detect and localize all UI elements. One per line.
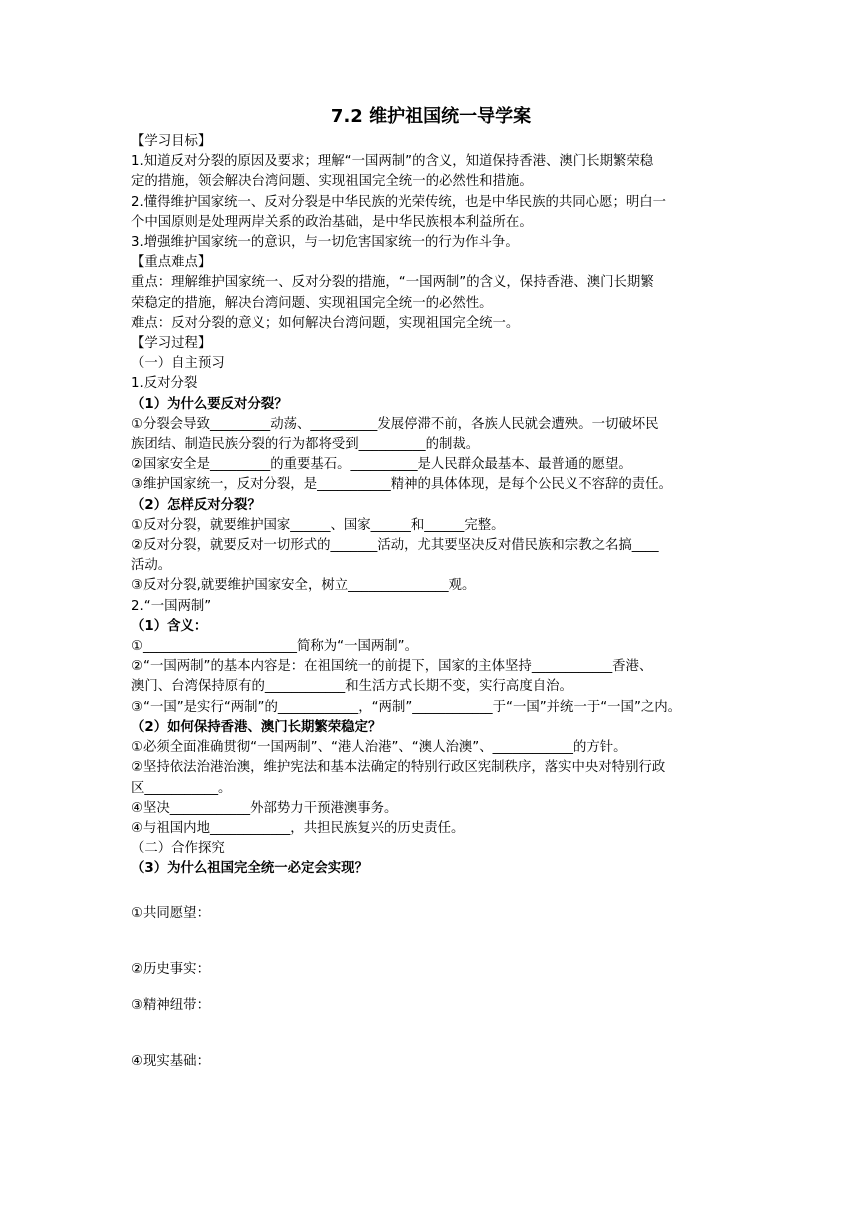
fill-blank-line: ②国家安全是_________的重要基石。__________是人民群众最基本、最普通的愿望。	[131, 457, 632, 473]
key-point-line-1: 重点：理解维护国家统一、反对分裂的措施，“一国两制”的含义，保持香港、澳门长期繁	[131, 275, 654, 291]
answer-prompt-common-wish: ①共同愿望：	[131, 905, 210, 921]
subsection-cooperative-inquiry: （二）合作探究	[131, 841, 225, 857]
question-why-unification: （3）为什么祖国完全统一必定会实现？	[131, 861, 368, 877]
fill-blank-line: ①分裂会导致_________动荡、__________发展停滞不前，各族人民就会遭殃。一切破坏民	[131, 416, 659, 432]
fill-blank-line: ①_______________________简称为“一国两制”。	[131, 639, 418, 655]
fill-blank-line: 澳门、台湾保持原有的____________和生活方式长期不变，实行高度自治。	[131, 679, 573, 695]
topic-oppose-split: 1.反对分裂	[131, 376, 198, 392]
question-why-oppose-split: （1）为什么要反对分裂？	[131, 396, 288, 412]
fill-blank-line: ②反对分裂，就要反对一切形式的_______活动，尤其要坚决反对借民族和宗教之名搞____	[131, 538, 659, 554]
fill-blank-line: ②“一国两制”的基本内容是：在祖国统一的前提下，国家的主体坚持____________香港、	[131, 659, 653, 675]
subsection-self-study: （一）自主预习	[131, 356, 225, 372]
fill-blank-line: ③维护国家统一，反对分裂，是___________精神的具体体现，是每个公民义不容辞的责任。	[131, 477, 672, 493]
fill-blank-line: 区___________。	[131, 780, 232, 796]
fill-blank-line: 活动。	[131, 558, 172, 574]
fill-blank-line: ④坚决____________外部势力干预港澳事务。	[131, 800, 398, 816]
topic-one-country-two-systems: 2.“一国两制”	[131, 598, 212, 614]
question-meaning: （1）含义：	[131, 618, 208, 634]
section-heading-key-points: 【重点难点】	[131, 255, 212, 271]
question-how-oppose-split: （2）怎样反对分裂？	[131, 497, 261, 513]
document-content	[131, 104, 731, 1072]
section-heading-objectives: 【学习目标】	[131, 134, 212, 149]
answer-prompt-historical-fact: ②历史事实：	[131, 961, 210, 977]
section-heading-process: 【学习过程】	[131, 336, 212, 352]
fill-blank-line: ②坚持依法治港治澳，维护宪法和基本法确定的特别行政区宪制秩序，落实中央对特别行政	[131, 760, 666, 776]
objective-1-line-1: 1.知道反对分裂的原因及要求；理解“一国两制”的含义，知道保持香港、澳门长期繁荣稳	[131, 154, 654, 170]
objective-2-line-1: 2.懂得维护国家统一、反对分裂是中华民族的光荣传统，也是中华民族的共同心愿；明白一	[131, 194, 667, 210]
answer-prompt-realistic-basis: ④现实基础：	[131, 1054, 210, 1070]
difficulty-line: 难点：反对分裂的意义；如何解决台湾问题，实现祖国完全统一。	[131, 315, 520, 331]
fill-blank-line: ④与祖国内地____________，共担民族复兴的历史责任。	[131, 820, 465, 836]
fill-blank-line: ①反对分裂，就要维护国家______、国家______和______完整。	[131, 517, 505, 533]
objective-3: 3.增强维护国家统一的意识，与一切危害国家统一的行为作斗争。	[131, 235, 519, 251]
fill-blank-line: ③反对分裂,就要维护国家安全，树立_______________观。	[131, 578, 476, 594]
objective-2-line-2: 个中国原则是处理两岸关系的政治基础，是中华民族根本利益所在。	[131, 214, 533, 230]
fill-blank-line: 族团结、制造民族分裂的行为都将受到__________的制裁。	[131, 437, 480, 453]
key-point-line-2: 荣稳定的措施，解决台湾问题、实现祖国完全统一的必然性。	[131, 295, 493, 311]
fill-blank-line: ③“一国”是实行“两制”的____________，“两制”____________于“一国”并统一于“一国”之内。	[131, 699, 682, 715]
objective-1-line-2: 定的措施，领会解决台湾问题、实现祖国完全统一的必然性和措施。	[131, 174, 533, 190]
question-hk-macao-prosperity: （2）如何保持香港、澳门长期繁荣稳定？	[131, 719, 382, 735]
document-title: 7.2 维护祖国统一导学案	[330, 106, 532, 127]
answer-prompt-spiritual-bond: ③精神纽带：	[131, 997, 210, 1013]
fill-blank-line: ①必须全面准确贯彻“一国两制”、“港人治港”、“澳人治澳”、____________的方针。	[131, 740, 627, 756]
